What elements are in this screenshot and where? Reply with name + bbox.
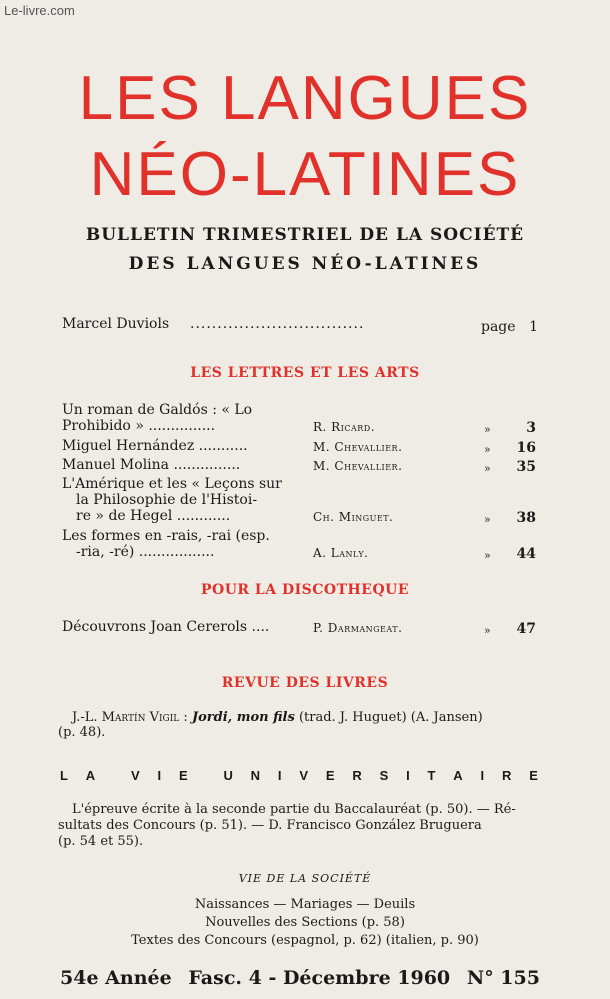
toc-entry-cererols — [62, 619, 312, 635]
chevron-icon: » — [484, 423, 491, 436]
toc-entry-author: P. Darmangeat. — [313, 621, 403, 635]
heading-letter: U — [223, 768, 233, 783]
heading-letter: R — [352, 768, 362, 783]
toc-entry-page: 38 — [516, 510, 536, 526]
journal-title-line2: NÉO-LATINES — [89, 140, 521, 209]
toc-entry-title-line: L'Amérique et les « Leçons sur — [62, 476, 282, 492]
toc-entry-author: M. Chevallier. — [313, 459, 403, 473]
toc-entry-lanly — [62, 528, 302, 560]
revue-author: J.-L. Martín Vigil : — [72, 710, 188, 725]
toc-entry-title-line: -ria, -ré) ................. — [76, 544, 215, 560]
issue-fascicle: Fasc. 4 - Décembre 1960 — [188, 967, 451, 989]
section-societe-heading: VIE DE LA SOCIÉTÉ — [238, 872, 372, 885]
societe-line2: Nouvelles des Sections (p. 58) — [205, 915, 405, 930]
heading-letter: N — [250, 768, 261, 783]
section-vie-universitaire-heading — [60, 768, 538, 783]
heading-letter: I — [480, 768, 485, 783]
toc-entry-title-line: la Philosophie de l'Histoi- — [76, 492, 258, 508]
societe-line3: Textes des Concours (espagnol, p. 62) (italien, p. 90) — [131, 933, 479, 948]
heading-letter: T — [427, 768, 436, 783]
revue-details: (trad. J. Huguet) (A. Jansen) — [298, 710, 483, 725]
heading-letter: V — [299, 768, 309, 783]
toc-entry-hernandez — [62, 438, 302, 454]
intro-page-label: page — [481, 319, 516, 335]
toc-entry-author: R. Ricard. — [313, 420, 376, 434]
chevron-icon: » — [484, 549, 491, 562]
heading-letter: A — [453, 768, 463, 783]
intro-dots: ................................ — [190, 316, 365, 332]
heading-letter: I — [277, 768, 282, 783]
heading-letter: E — [325, 768, 335, 783]
toc-entry-molina — [62, 457, 302, 473]
section-lettres-heading: LES LETTRES ET LES ARTS — [190, 365, 420, 381]
toc-entry-hegel — [62, 476, 302, 524]
subtitle-line1: BULLETIN TRIMESTRIEL DE LA SOCIÉTÉ — [85, 225, 525, 245]
toc-entry-title-line: Prohibido » ............... — [62, 418, 216, 434]
heading-letter: E — [529, 768, 538, 783]
chevron-icon: » — [484, 462, 491, 475]
toc-entry-title-line: Manuel Molina ............... — [62, 457, 241, 473]
chevron-icon: » — [484, 443, 491, 456]
heading-letter: L — [60, 768, 68, 783]
journal-title-line1: LES LANGUES — [78, 64, 532, 133]
heading-letter: V — [131, 768, 140, 783]
chevron-icon: » — [484, 624, 491, 637]
issue-footer — [60, 967, 540, 989]
toc-entry-author: M. Chevallier. — [313, 440, 403, 454]
toc-entry-page: 35 — [516, 459, 536, 475]
toc-entry-title-line: re » de Hegel ............ — [76, 508, 231, 524]
watermark: Le-livre.com — [4, 3, 75, 18]
section-revue-heading: REVUE DES LIVRES — [221, 675, 389, 691]
intro-page: 1 — [529, 319, 538, 335]
toc-entry-title-line: Les formes en -rais, -rai (esp. — [62, 528, 270, 544]
heading-letter: S — [379, 768, 389, 783]
revue-entry — [72, 710, 538, 726]
toc-entry-author: A. Lanly. — [313, 546, 369, 560]
issue-year: 54e Année — [60, 967, 172, 989]
toc-entry-author: Ch. Minguet. — [313, 510, 394, 524]
toc-entry-title-line: Découvrons Joan Cererols .... — [62, 619, 270, 635]
heading-letter: A — [85, 768, 96, 783]
societe-line1: Naissances — Mariages — Deuils — [194, 897, 416, 912]
chevron-icon: » — [484, 513, 491, 526]
vie-univ-line3: (p. 54 et 55). — [58, 834, 144, 849]
toc-entry-galdos — [62, 402, 302, 434]
intro-author: Marcel Duviols — [62, 316, 170, 332]
toc-entry-page: 44 — [516, 546, 536, 562]
heading-letter: I — [157, 768, 162, 783]
issue-number: N° 155 — [466, 967, 540, 989]
toc-entry-title-line: Un roman de Galdós : « Lo — [62, 402, 253, 418]
toc-entry-title-line: Miguel Hernández ........... — [62, 438, 248, 454]
toc-entry-page: 16 — [516, 440, 536, 456]
heading-letter: R — [501, 768, 512, 783]
heading-letter: E — [178, 768, 188, 783]
subtitle-line2: DES LANGUES NÉO-LATINES — [128, 254, 482, 274]
vie-univ-line2: sultats des Concours (p. 51). — D. Francisco González Bruguera — [58, 818, 482, 833]
toc-entry-page: 47 — [516, 621, 536, 637]
heading-letter: I — [406, 768, 410, 783]
section-discotheque-heading: POUR LA DISCOTHEQUE — [200, 582, 410, 598]
revue-page: (p. 48). — [58, 725, 106, 740]
vie-univ-line1: L'épreuve écrite à la seconde partie du Baccalauréat (p. 50). — Ré- — [72, 802, 516, 817]
toc-entry-page: 3 — [526, 420, 536, 436]
revue-book-title: Jordi, mon fils — [191, 710, 295, 725]
